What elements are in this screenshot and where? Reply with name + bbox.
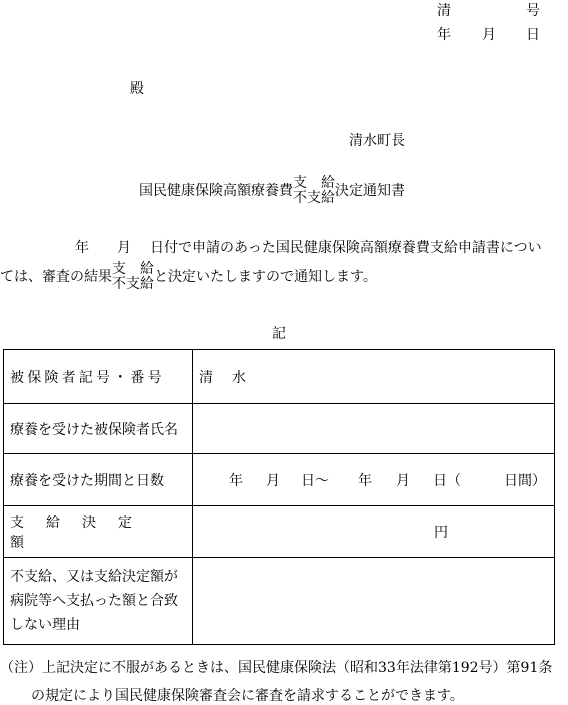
table-row xyxy=(4,404,555,454)
body-choice-top-b: 給 xyxy=(140,261,154,277)
insured-number-prefix-a: 清 xyxy=(199,369,213,386)
body-date-year: 年 xyxy=(75,240,89,256)
insured-number-prefix-b: 水 xyxy=(231,369,246,386)
patient-name-label: 療養を受けた被保険者氏名 xyxy=(10,421,178,438)
patient-name-label-cell xyxy=(4,404,193,454)
reason-label-line3: しない理由 xyxy=(10,617,80,633)
treatment-period-label: 療養を受けた期間と日数 xyxy=(10,472,164,489)
table-row xyxy=(4,506,555,558)
ki-heading: 記 xyxy=(272,326,286,342)
body-choice-top-a: 支 xyxy=(112,261,126,277)
insured-number-label-text: 被保険者記号・番号 xyxy=(10,369,165,386)
document-number-prefix: 清 xyxy=(437,3,451,19)
issuer-name: 清水町長 xyxy=(349,133,405,149)
table-row xyxy=(4,350,555,404)
body-date-month: 月 xyxy=(117,240,131,256)
treatment-period-value-cell[interactable] xyxy=(193,454,555,506)
insured-number-value-cell[interactable] xyxy=(193,350,555,404)
reason-value-cell[interactable] xyxy=(193,558,555,645)
date-month-label: 月 xyxy=(482,27,496,43)
title-choice-stack xyxy=(293,176,335,206)
reason-label-line2: 病院等へ支払った額と合致 xyxy=(10,593,178,609)
body-line2-prefix: ては、審査の結果 xyxy=(0,269,112,285)
reason-label-cell xyxy=(4,558,193,645)
date-year-label: 年 xyxy=(437,27,451,43)
body-line2-suffix: と決定いたしますので通知します。 xyxy=(154,269,377,285)
insured-number-label-cell xyxy=(4,350,193,404)
date-day-label: 日 xyxy=(526,27,540,43)
body-line2 xyxy=(0,262,377,292)
period-start-month: 月 xyxy=(266,472,280,489)
document-title xyxy=(139,176,405,206)
reason-label-line1: 不支給、又は支給決定額が xyxy=(10,569,178,585)
details-table xyxy=(3,349,555,645)
payment-amount-value-cell[interactable] xyxy=(193,506,555,558)
period-start-day: 日～ xyxy=(301,472,329,489)
note-line1: （注）上記決定に不服があるときは、国民健康保険法（昭和33年法律第192号）第91条 xyxy=(0,660,553,676)
table-row xyxy=(4,558,555,645)
title-choice-bottom: 不支給 xyxy=(293,190,335,206)
title-prefix: 国民健康保険高額療養費 xyxy=(139,183,293,199)
title-suffix: 決定通知書 xyxy=(335,183,405,199)
period-end-month: 月 xyxy=(396,472,410,489)
note-line2: の規定により国民健康保険審査会に審査を請求することができます。 xyxy=(31,688,464,704)
period-start-year: 年 xyxy=(229,472,243,489)
payment-amount-label: 支給決定額 xyxy=(10,514,154,551)
title-choice-top-b: 給 xyxy=(321,175,335,191)
title-choice-top-a: 支 xyxy=(293,175,307,191)
period-end-year: 年 xyxy=(358,472,372,489)
insured-number-label xyxy=(10,367,186,387)
period-days: 日間） xyxy=(504,472,546,489)
patient-name-value-cell[interactable] xyxy=(193,404,555,454)
addressee-suffix: 殿 xyxy=(130,81,144,97)
payment-amount-unit: 円 xyxy=(434,524,448,541)
table-row xyxy=(4,454,555,506)
body-choice-bottom: 不支給 xyxy=(112,276,154,292)
treatment-period-label-cell xyxy=(4,454,193,506)
body-line1: 日付で申請のあった国民健康保険高額療養費支給申請書につい xyxy=(150,240,542,256)
body-choice-stack xyxy=(112,262,154,292)
payment-amount-label-cell xyxy=(4,506,193,558)
period-end-day: 日（ xyxy=(433,472,461,489)
document-number-suffix: 号 xyxy=(526,3,540,19)
